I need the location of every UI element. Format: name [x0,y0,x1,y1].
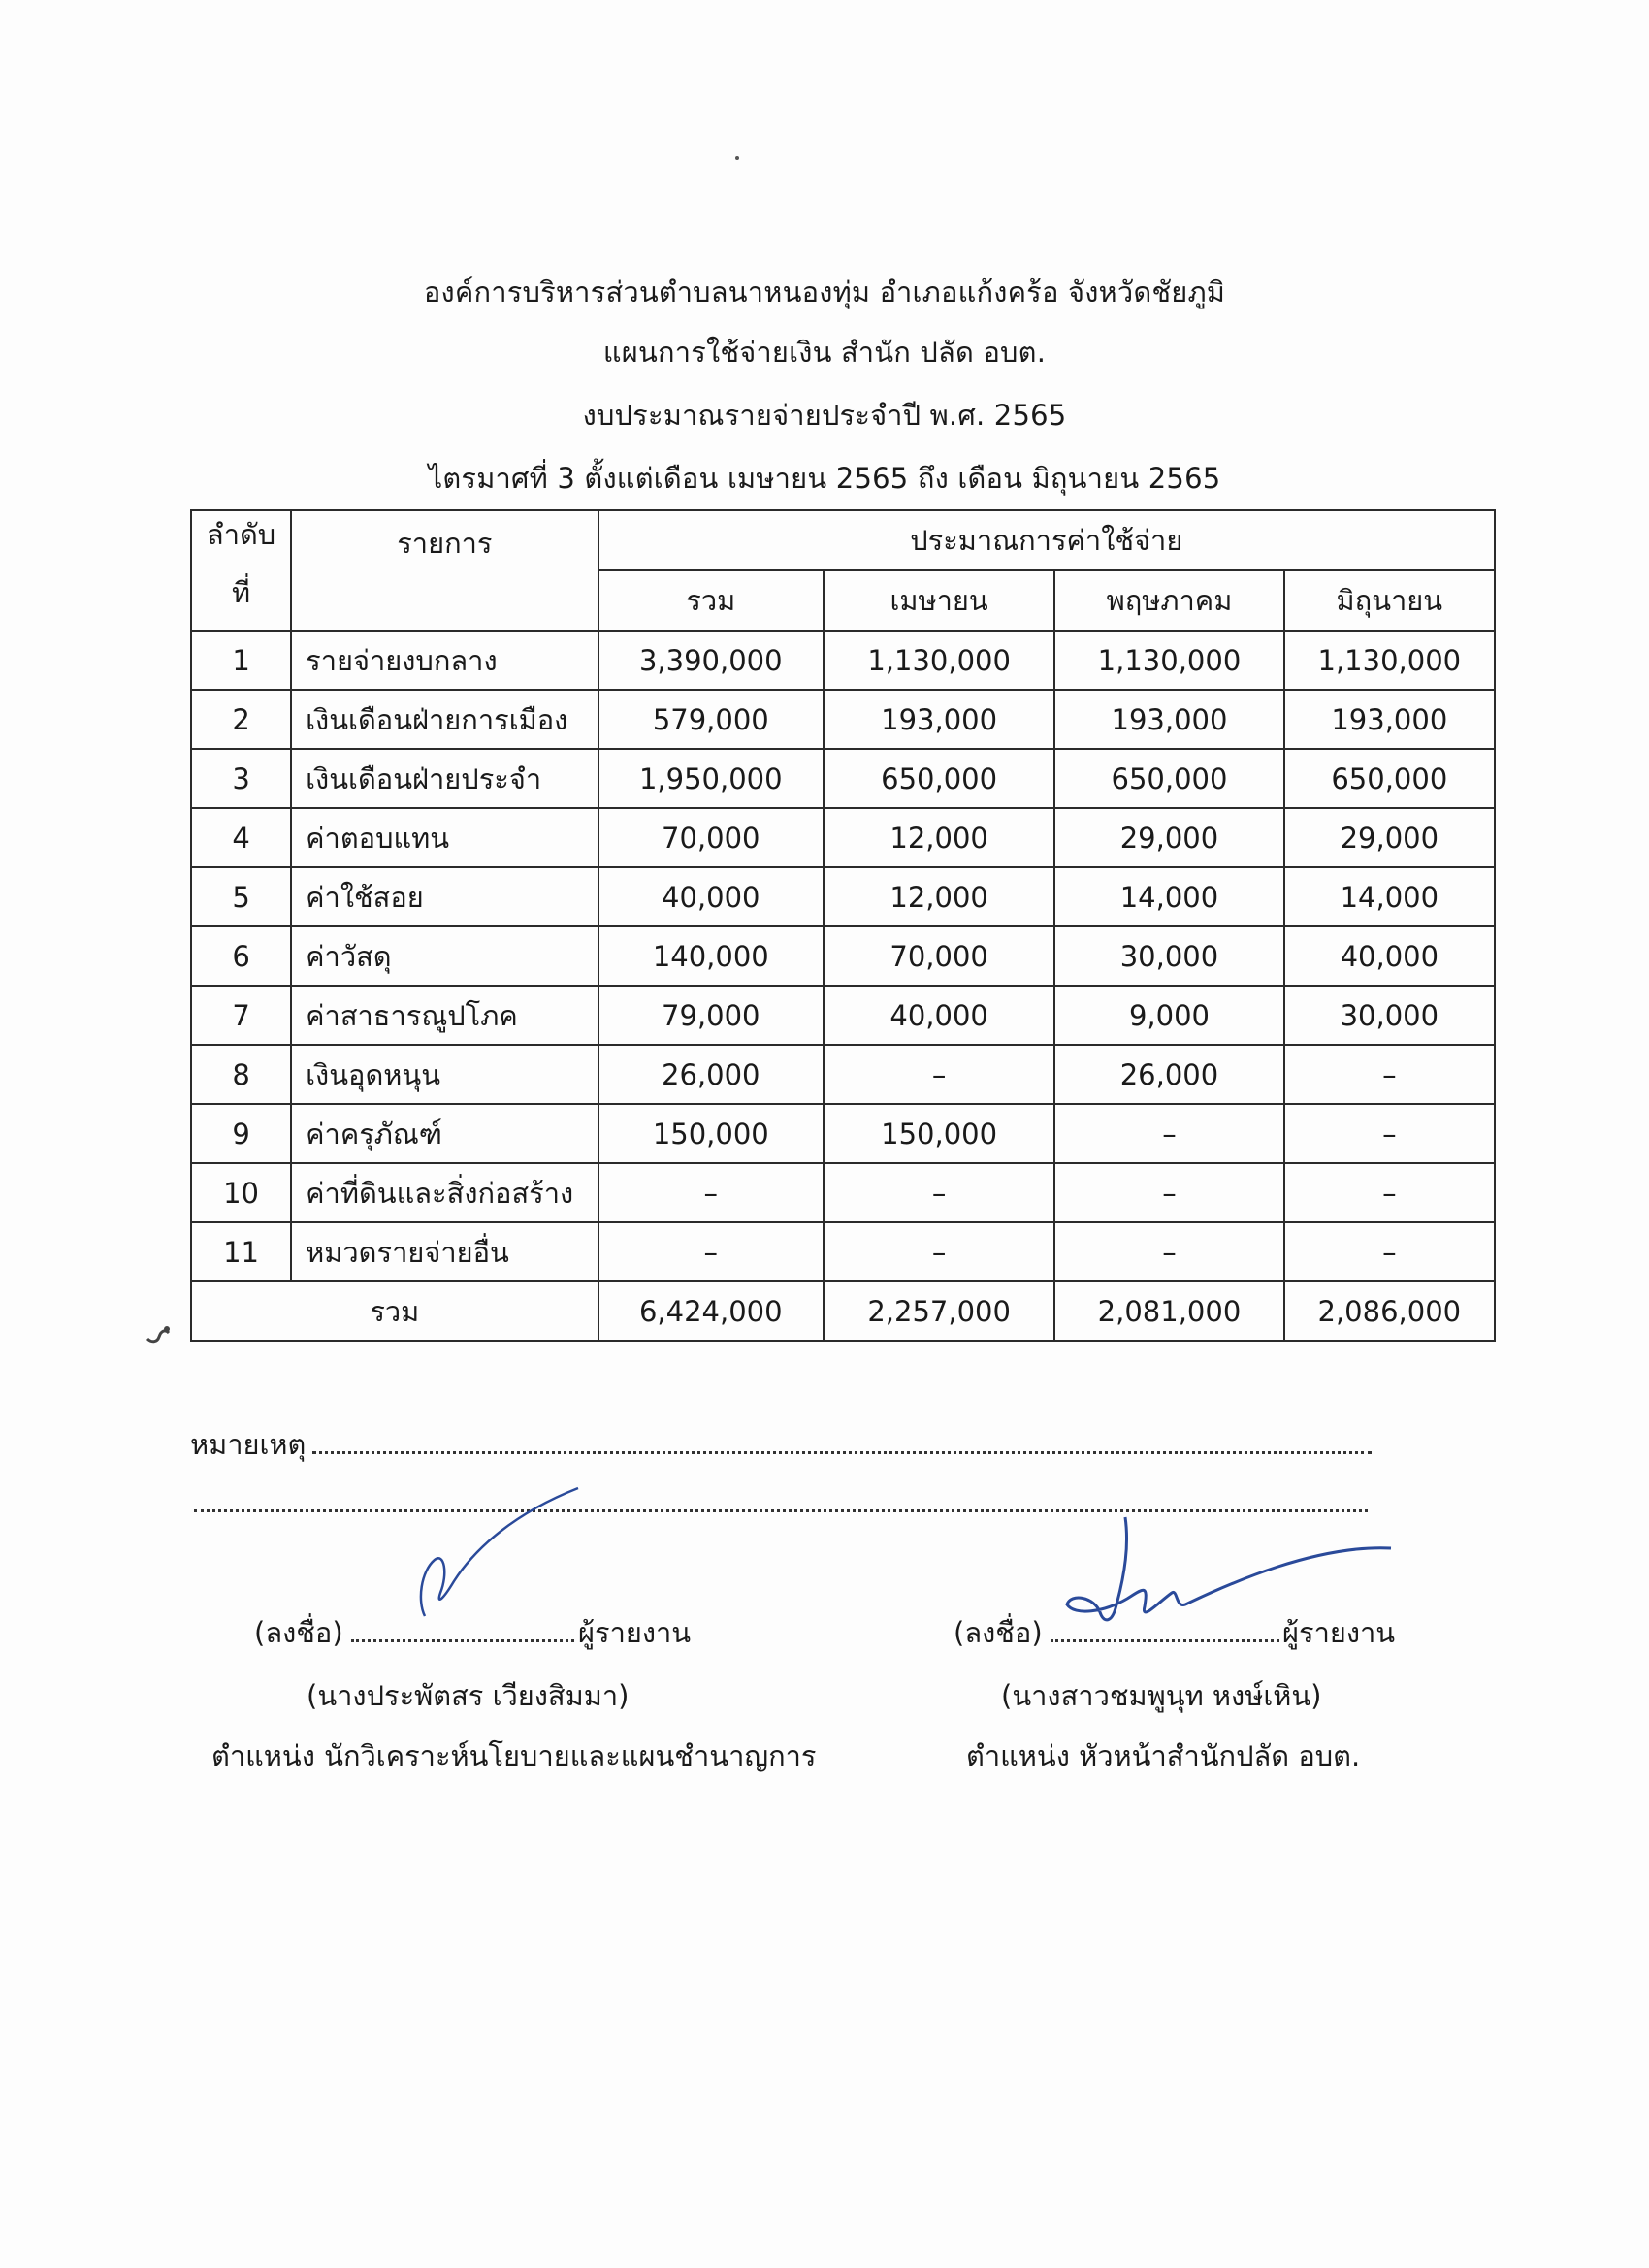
header-month-1: เมษายน [824,570,1054,631]
row-month-2: 9,000 [1054,986,1283,1045]
sum-total: 6,424,000 [598,1281,824,1341]
row-month-1: 650,000 [824,749,1054,808]
quarter-title: ไตรมาศที่ 3 ตั้งแต่เดือน เมษายน 2565 ถึง เดือน มิถุนายน 2565 [428,462,1221,495]
table-sum-row [191,1281,1495,1341]
header-total: รวม [598,570,824,631]
row-month-3: – [1284,1045,1495,1104]
header-item: รายการ [291,510,598,631]
row-item: เงินอุดหนุน [291,1045,598,1104]
staple-mark-icon [144,1321,175,1346]
row-month-1: 70,000 [824,926,1054,986]
row-total: 70,000 [598,808,824,867]
budget-table [190,509,1496,1342]
sum-month-1: 2,257,000 [824,1281,1054,1341]
row-month-2: 1,130,000 [1054,631,1283,690]
row-month-1: – [824,1045,1054,1104]
budget-year-title: งบประมาณรายจ่ายประจำปี พ.ศ. 2565 [582,399,1067,432]
row-total: 79,000 [598,986,824,1045]
table-row [191,690,1495,749]
row-no: 11 [191,1222,291,1281]
row-month-1: – [824,1163,1054,1222]
table-row [191,1045,1495,1104]
row-month-3: 40,000 [1284,926,1495,986]
row-month-3: – [1284,1163,1495,1222]
remark-label: หมายเหตุ [190,1428,307,1461]
table-body [191,631,1495,1281]
row-no: 5 [191,867,291,926]
row-no: 7 [191,986,291,1045]
row-item: หมวดรายจ่ายอื่น [291,1222,598,1281]
row-item: เงินเดือนฝ่ายการเมือง [291,690,598,749]
row-total: – [598,1163,824,1222]
row-month-1: 1,130,000 [824,631,1054,690]
table-row [191,986,1495,1045]
row-item: เงินเดือนฝ่ายประจำ [291,749,598,808]
header-no-label-2: ที่ [232,576,251,609]
plan-title: แผนการใช้จ่ายเงิน สำนัก ปลัด อบต. [602,336,1047,369]
sum-label: รวม [191,1281,598,1341]
table-row [191,867,1495,926]
row-month-2: 650,000 [1054,749,1283,808]
header-estimate: ประมาณการค่าใช้จ่าย [598,510,1495,570]
right-signer-name: (นางสาวชมพูนุท หงษ์เหิน) [1001,1679,1322,1712]
row-month-3: 30,000 [1284,986,1495,1045]
row-total: 140,000 [598,926,824,986]
row-month-1: – [824,1222,1054,1281]
row-item: ค่าที่ดินและสิ่งก่อสร้าง [291,1163,598,1222]
sum-month-3: 2,086,000 [1284,1281,1495,1341]
row-month-3: 14,000 [1284,867,1495,926]
row-month-2: 14,000 [1054,867,1283,926]
right-sign-line [1051,1639,1279,1642]
left-sign-line [351,1639,574,1642]
row-item: ค่าวัสดุ [291,926,598,986]
row-no: 1 [191,631,291,690]
row-month-2: – [1054,1104,1283,1163]
row-no: 4 [191,808,291,867]
row-total: 26,000 [598,1045,824,1104]
left-sign-prefix: (ลงชื่อ) [254,1616,343,1649]
row-total: 3,390,000 [598,631,824,690]
row-item: ค่าสาธารณูปโภค [291,986,598,1045]
left-signer-name: (นางประพัตสร เวียงสิมมา) [307,1679,630,1712]
row-month-1: 12,000 [824,808,1054,867]
remark-line-1 [312,1451,1372,1454]
row-total: 150,000 [598,1104,824,1163]
table-row [191,631,1495,690]
table-row [191,749,1495,808]
table-header-row [191,510,1495,570]
row-month-1: 12,000 [824,867,1054,926]
row-no: 3 [191,749,291,808]
row-no: 9 [191,1104,291,1163]
org-title: องค์การบริหารส่วนตำบลนาหนองทุ่ม อำเภอแก้งคร้อ จังหวัดชัยภูมิ [423,275,1226,308]
table-row [191,926,1495,986]
row-month-2: 29,000 [1054,808,1283,867]
row-no: 6 [191,926,291,986]
table-row [191,808,1495,867]
table-row [191,1222,1495,1281]
left-signature-icon [398,1484,582,1620]
left-signer-position: ตำแหน่ง นักวิเคราะห์นโยบายและแผนชำนาญการ [211,1739,817,1772]
row-item: ค่าใช้สอย [291,867,598,926]
scan-speck [735,156,739,160]
remark-line-2 [194,1509,1368,1512]
row-no: 10 [191,1163,291,1222]
header-month-2: พฤษภาคม [1054,570,1283,631]
row-total: 1,950,000 [598,749,824,808]
row-item: ค่าครุภัณฑ์ [291,1104,598,1163]
table-row [191,1104,1495,1163]
row-month-2: 193,000 [1054,690,1283,749]
row-month-1: 150,000 [824,1104,1054,1163]
row-month-3: 650,000 [1284,749,1495,808]
row-month-3: 1,130,000 [1284,631,1495,690]
header-no-label: ลำดับ [206,518,276,551]
row-month-3: – [1284,1222,1495,1281]
table-row [191,1163,1495,1222]
right-signer-position: ตำแหน่ง หัวหน้าสำนักปลัด อบต. [966,1739,1361,1772]
row-no: 2 [191,690,291,749]
right-sign-prefix: (ลงชื่อ) [954,1616,1043,1649]
row-month-2: – [1054,1163,1283,1222]
row-month-3: 193,000 [1284,690,1495,749]
row-no: 8 [191,1045,291,1104]
sum-month-2: 2,081,000 [1054,1281,1283,1341]
row-total: 579,000 [598,690,824,749]
row-month-1: 193,000 [824,690,1054,749]
row-month-3: – [1284,1104,1495,1163]
row-item: รายจ่ายงบกลาง [291,631,598,690]
right-signature-icon [1065,1515,1395,1632]
header-no-cell [191,510,291,631]
row-total: 40,000 [598,867,824,926]
right-sign-role: ผู้รายงาน [1282,1616,1396,1649]
row-month-3: 29,000 [1284,808,1495,867]
left-sign-role: ผู้รายงาน [578,1616,692,1649]
row-month-2: 26,000 [1054,1045,1283,1104]
row-month-1: 40,000 [824,986,1054,1045]
row-month-2: 30,000 [1054,926,1283,986]
row-total: – [598,1222,824,1281]
row-item: ค่าตอบแทน [291,808,598,867]
header-month-3: มิถุนายน [1284,570,1495,631]
row-month-2: – [1054,1222,1283,1281]
